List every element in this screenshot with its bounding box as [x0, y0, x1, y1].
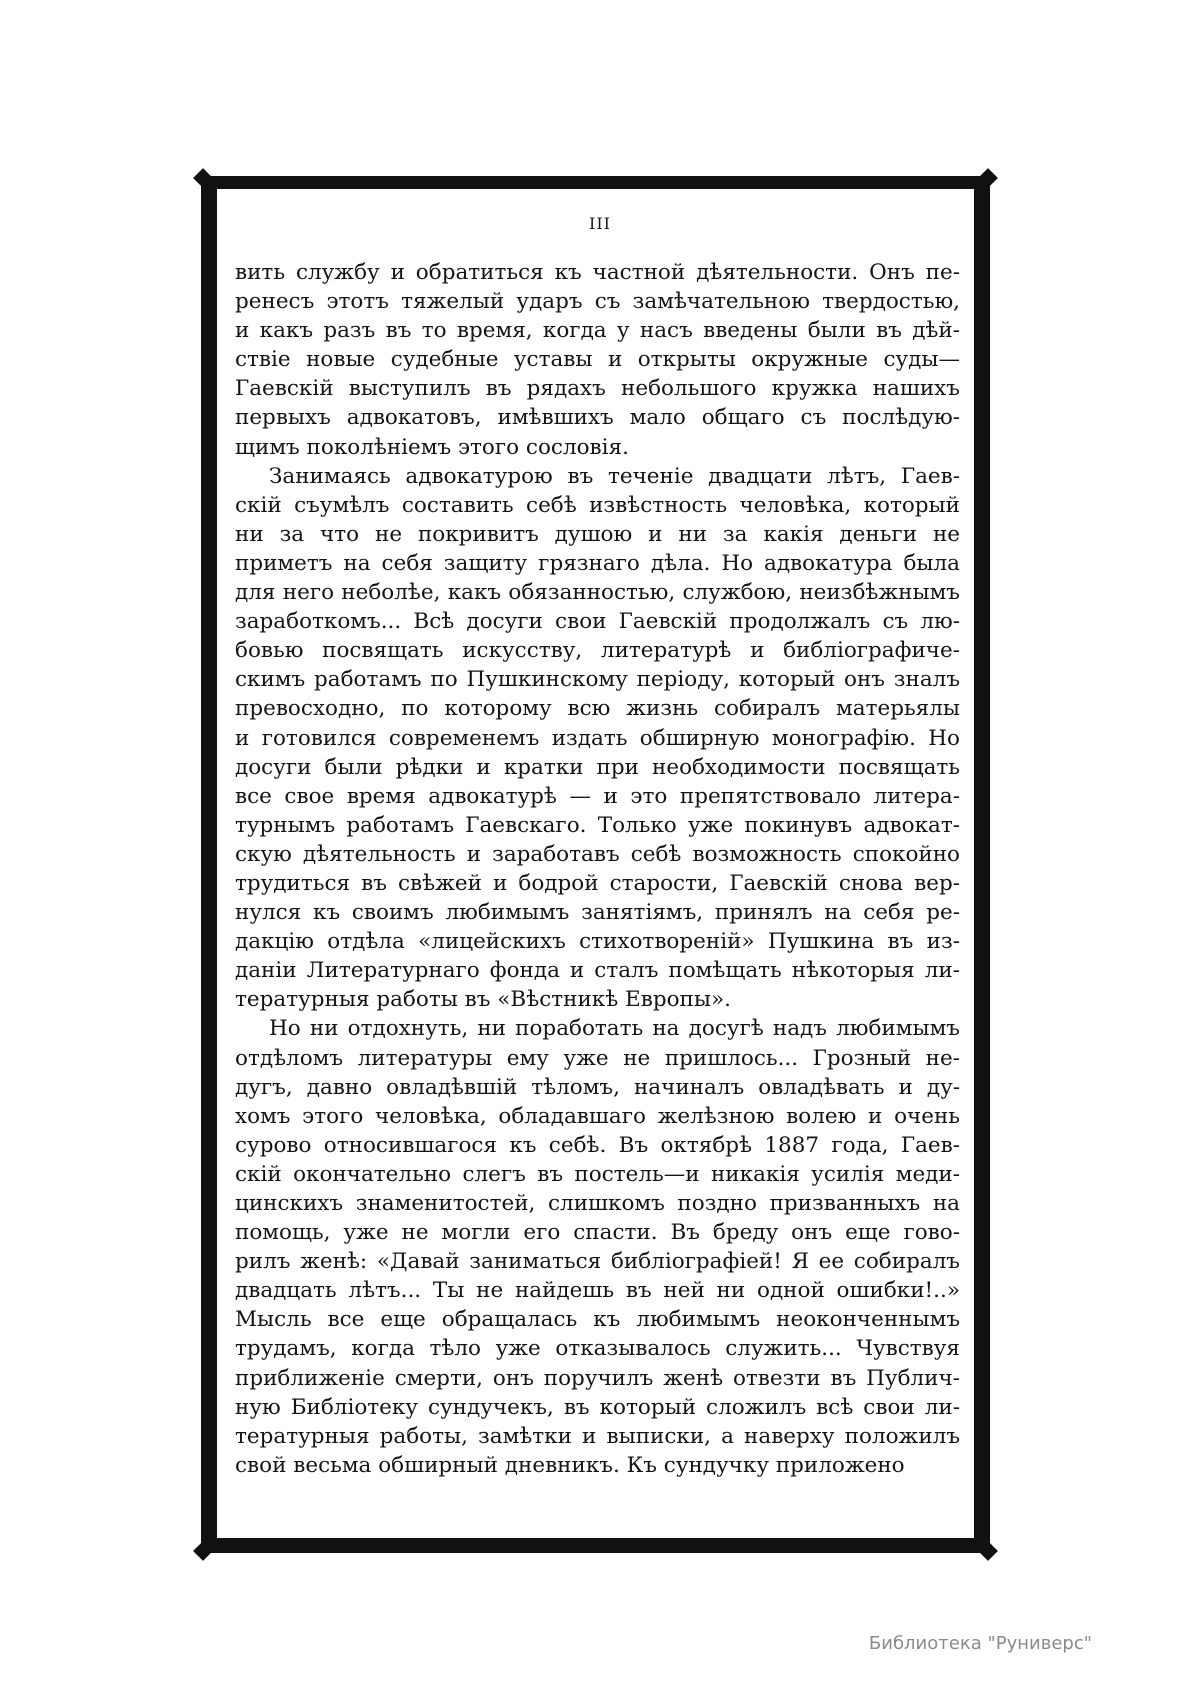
text-line: приметъ на себя защиту грязнаго дѣла. Но адвокатура была: [235, 550, 960, 576]
text-line: ствіе новые судебные уставы и открыты окружные суды—: [235, 347, 960, 373]
text-line: цинскихъ знаменитостей, слишкомъ поздно призванныхъ на: [235, 1191, 960, 1216]
text-line: дакцію отдѣла «лицейскихъ стихотвореній» Пушкина въ из-: [235, 929, 960, 955]
text-line: досуги были рѣдки и кратки при необходимости посвящать: [235, 754, 960, 780]
text-line: все свое время адвокатурѣ — и это препятствовало литера-: [235, 783, 960, 809]
text-line: тературныя работы, замѣтки и выписки, а наверху положилъ: [235, 1423, 960, 1449]
text-line: щимъ поколѣніемъ этого сословія.: [235, 434, 629, 460]
text-line: первыхъ адвокатовъ, имѣвшихъ мало общаго съ послѣдую-: [235, 405, 960, 431]
text-line: для него неболѣе, какъ обязанностью, службою, неизбѣжнымъ: [235, 580, 960, 606]
library-watermark: Библиотека "Руниверс": [868, 1633, 1092, 1654]
text-line: бовью посвящать искусству, литературѣ и библіографиче-: [235, 638, 960, 664]
text-line: Но ни отдохнуть, ни поработать на досугѣ надъ любимымъ: [269, 1016, 960, 1042]
text-line: хомъ этого человѣка, обладавшаго желѣзною волею и очень: [235, 1103, 960, 1129]
text-line: и какъ разъ въ то время, когда у насъ введены были въ дѣй-: [235, 318, 960, 344]
text-line: рилъ женѣ: «Давай заниматься библіографіей! Я ее собиралъ: [235, 1249, 960, 1275]
text-line: ренесъ этотъ тяжелый ударъ съ замѣчательною твердостью,: [235, 289, 960, 315]
text-line: трудамъ, когда тѣло уже отказывалось служить... Чувствуя: [235, 1336, 960, 1362]
text-line: двадцать лѣтъ... Ты не найдешь въ ней ни одной ошибки!..»: [235, 1278, 960, 1304]
text-line: скій съумѣлъ составить себѣ извѣстность человѣка, который: [235, 492, 960, 518]
text-line: Мысль все еще обращалась къ любимымъ неоконченнымъ: [235, 1307, 960, 1333]
text-line: ни за что не покривитъ душою и ни за какія деньги не: [235, 521, 960, 547]
text-line: трудиться въ свѣжей и бодрой старости, Гаевскій снова вер-: [235, 870, 960, 896]
page-number: III: [589, 214, 611, 233]
text-line: приближеніе смерти, онъ поручилъ женѣ отвезти въ Публич-: [235, 1365, 960, 1391]
text-line: заработкомъ... Всѣ досуги свои Гаевскій продолжалъ съ лю-: [235, 609, 960, 635]
text-line: вить службу и обратиться къ частной дѣятельности. Онъ пе-: [235, 260, 960, 285]
text-line: и готовился современемъ издать обширную монографію. Но: [235, 725, 960, 751]
body-text: [235, 258, 960, 1480]
text-line: ную Библіотеку сундучекъ, въ который сложилъ всѣ свои ли-: [235, 1394, 960, 1420]
text-line: нулся къ своимъ любимымъ занятіямъ, принялъ на себя ре-: [235, 900, 960, 926]
text-line: тературныя работы въ «Вѣстникѣ Европы».: [235, 987, 731, 1013]
text-line: даніи Литературнаго фонда и сталъ помѣщать нѣкоторыя ли-: [235, 958, 960, 984]
text-line: превосходно, по которому всю жизнь собиралъ матерьялы: [235, 696, 960, 722]
text-line: турнымъ работамъ Гаевскаго. Только уже покинувъ адвокат-: [235, 812, 960, 838]
text-line: сурово относившагося къ себѣ. Въ октябрѣ 1887 года, Гаев-: [235, 1132, 960, 1158]
text-line: Занимаясь адвокатурою въ теченіе двадцати лѣтъ, Гаев-: [269, 463, 960, 489]
paragraph: [235, 1014, 960, 1480]
paragraph: [235, 258, 960, 462]
text-line: скимъ работамъ по Пушкинскому періоду, который онъ зналъ: [235, 667, 960, 693]
text-line: свой весьма обширный дневникъ. Къ сундучку приложено: [235, 1452, 905, 1478]
text-line: отдѣломъ литературы ему уже не пришлось... Грозный не-: [235, 1045, 960, 1071]
text-line: Гаевскій выступилъ въ рядахъ небольшого кружка нашихъ: [235, 376, 960, 402]
text-line: дугъ, давно овладѣвшій тѣломъ, начиналъ овладѣвать и ду-: [235, 1074, 960, 1100]
text-line: помощь, уже не могли его спасти. Въ бреду онъ еще гово-: [235, 1220, 960, 1246]
paragraph: [235, 462, 960, 1015]
text-line: скую дѣятельность и заработавъ себѣ возможность спокойно: [235, 841, 960, 867]
text-line: скій окончательно слегъ въ постель—и никакія усилія меди-: [235, 1161, 960, 1187]
